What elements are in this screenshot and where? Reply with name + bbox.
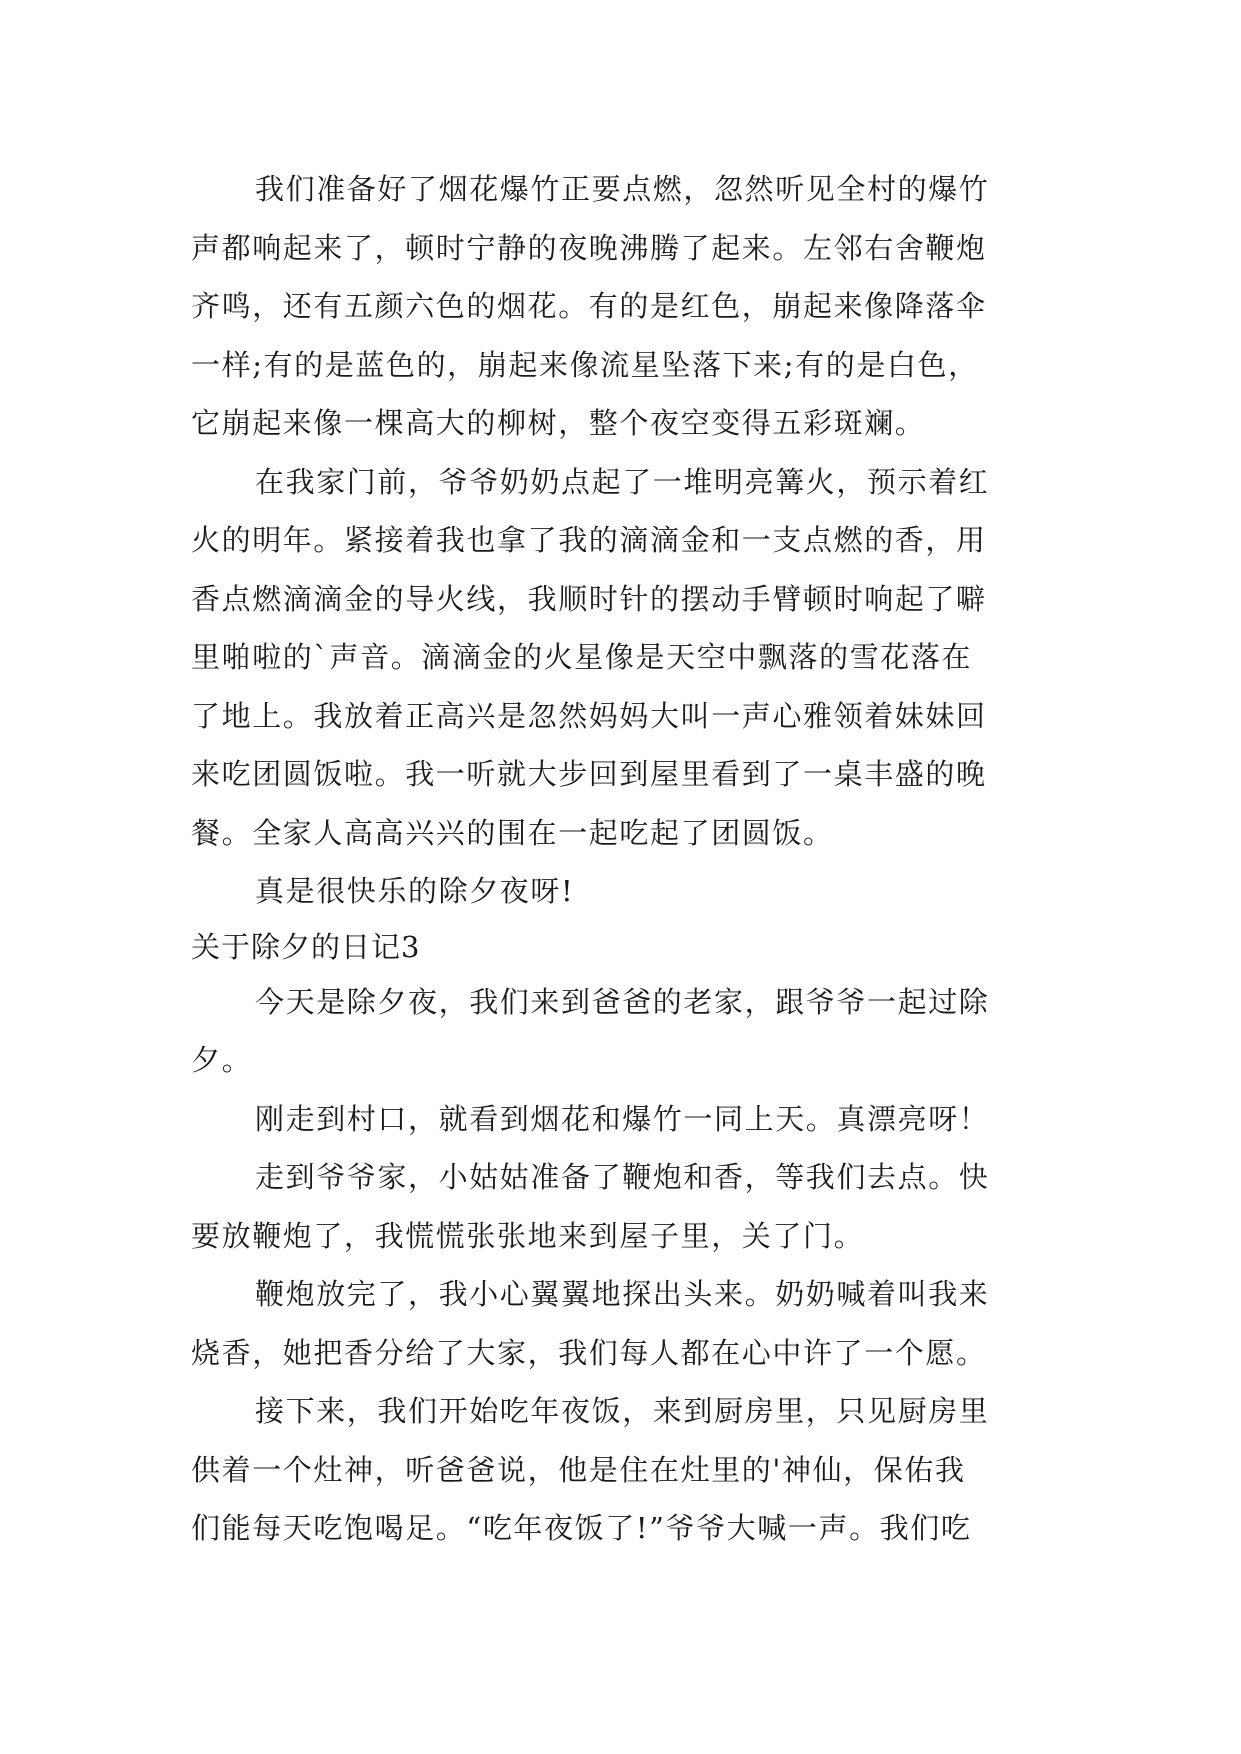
paragraph-line: 今天是除夕夜，我们来到爸爸的老家，跟爷爷一起过除 bbox=[255, 984, 990, 1019]
paragraph-line: 火的明年。紧接着我也拿了我的滴滴金和一支点燃的香，用 bbox=[191, 523, 987, 557]
paragraph-line: 供着一个灶神，听爸爸说，他是住在灶里的'神仙，保佑我 bbox=[191, 1452, 966, 1487]
paragraph-line: 齐鸣，还有五颜六色的烟花。有的是红色，崩起来像降落伞 bbox=[191, 289, 987, 323]
section-heading: 关于除夕的日记3 bbox=[191, 929, 421, 964]
paragraph-line: 我们准备好了烟花爆竹正要点燃，忽然听见全村的爆竹 bbox=[255, 172, 990, 206]
paragraph-line: 鞭炮放完了，我小心翼翼地探出头来。奶奶喊着叫我来 bbox=[255, 1277, 990, 1311]
paragraph-line: 走到爷爷家，小姑姑准备了鞭炮和香，等我们去点。快 bbox=[255, 1160, 990, 1194]
paragraph-line: 香点燃滴滴金的导火线，我顺时针的摆动手臂顿时响起了噼 bbox=[191, 581, 987, 616]
paragraph-line: 声都响起来了，顿时宁静的夜晚沸腾了起来。左邻右舍鞭炮 bbox=[191, 230, 987, 265]
paragraph-line: 要放鞭炮了，我慌慌张张地来到屋子里，关了门。 bbox=[191, 1218, 865, 1253]
paragraph-line: 夕。 bbox=[191, 1043, 253, 1077]
paragraph-line: 真是很快乐的除夕夜呀! bbox=[255, 874, 575, 908]
paragraph-line: 了地上。我放着正高兴是忽然妈妈大叫一声心雅领着妹妹回 bbox=[191, 698, 987, 733]
paragraph-line: 们能每天吃饱喝足。“吃年夜饭了!”爷爷大喊一声。我们吃 bbox=[191, 1511, 972, 1545]
paragraph-line: 烧香，她把香分给了大家，我们每人都在心中许了一个愿。 bbox=[191, 1335, 987, 1370]
paragraph-line: 餐。全家人高高兴兴的围在一起吃起了团圆饭。 bbox=[191, 815, 834, 850]
paragraph-line: 刚走到村口，就看到烟花和爆竹一同上天。真漂亮呀！ bbox=[255, 1101, 990, 1136]
paragraph-line: 接下来，我们开始吃年夜饭，来到厨房里，只见厨房里 bbox=[255, 1394, 990, 1428]
paragraph-line: 它崩起来像一棵高大的柳树，整个夜空变得五彩斑斓。 bbox=[191, 406, 926, 440]
paragraph-line: 里啪啦的`声音。滴滴金的火星像是天空中飘落的雪花落在 bbox=[191, 640, 973, 674]
paragraph-line: 一样;有的是蓝色的，崩起来像流星坠落下来;有的是白色， bbox=[191, 347, 979, 382]
document-body bbox=[191, 160, 1051, 1558]
paragraph-line: 来吃团圆饭啦。我一听就大步回到屋里看到了一桌丰盛的晚 bbox=[191, 757, 987, 791]
paragraph-line: 在我家门前，爷爷奶奶点起了一堆明亮篝火，预示着红 bbox=[255, 464, 990, 499]
